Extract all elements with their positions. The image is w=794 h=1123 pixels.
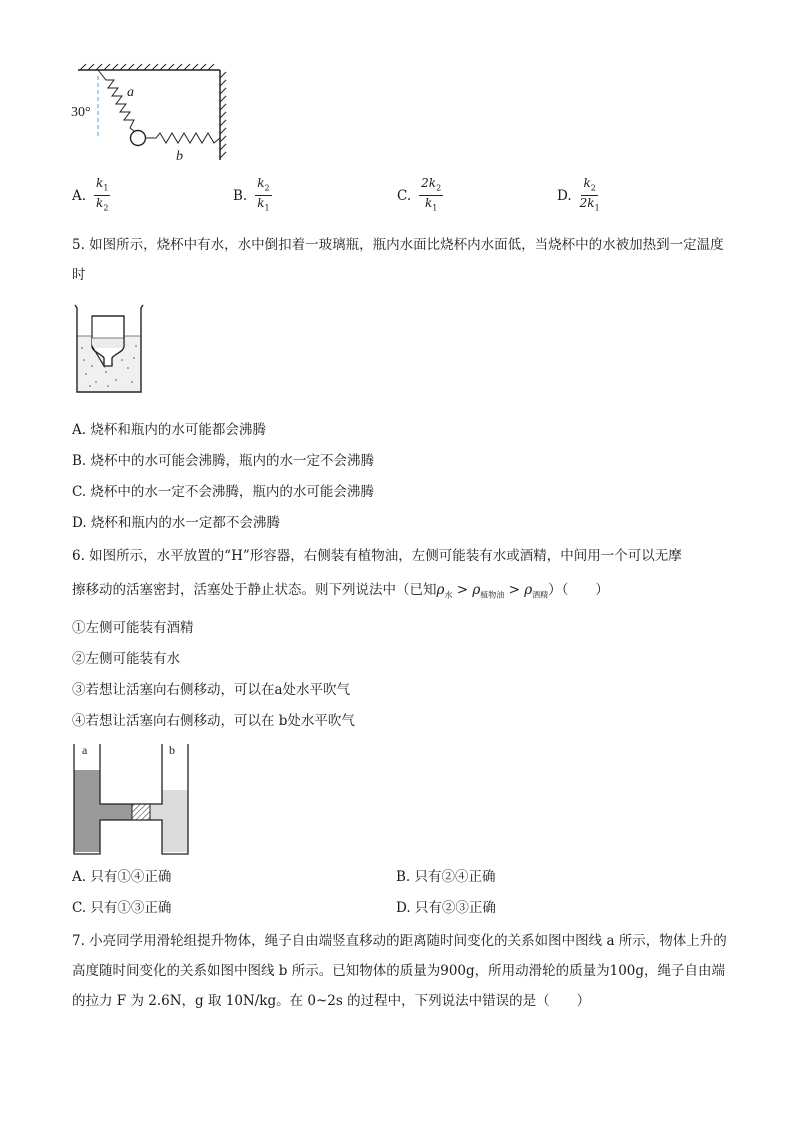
option-fraction: $\frac{k_2}{k_1}$ [257,176,270,213]
q5-option-b: B. 烧杯中的水可能会沸腾，瓶内的水一定不会沸腾 [72,453,375,469]
q6-statement-4: ④若想让活塞向右侧移动，可以在 b处水平吹气 [72,713,355,729]
q5-option-c: C. 烧杯中的水一定不会沸腾，瓶内的水可能会沸腾 [72,484,374,500]
q5-option-d: D. 烧杯和瓶内的水一定都不会沸腾 [72,515,280,531]
q6-option-c: C. 只有①③正确 [72,900,172,916]
spring-system-figure [68,62,238,166]
spring-b-label: b [176,149,183,164]
q4-option-c [397,176,443,216]
q6-option-a: A. 只有①④正确 [72,869,172,885]
q6-option-b: B. 只有②④正确 [396,869,496,885]
option-label: A. [72,187,87,204]
q6-option-d: D. 只有②③正确 [396,900,496,916]
rho-symbol: ρ [436,582,445,598]
angle-label: 30° [71,105,91,120]
spring-a-label: a [127,85,134,100]
option-fraction: $\frac{k_1}{k_2}$ [96,176,109,213]
option-label: D. [557,187,572,204]
q4-option-d [557,176,600,216]
q5-stem: 5. 如图所示，烧杯中有水，水中倒扣着一玻璃瓶，瓶内水面比烧杯内水面低，当烧杯中的水被加热到一定温度时 [72,237,724,283]
tube-b-label: b [169,743,175,757]
q6-stem-line2: 擦移动的活塞密封，活塞处于静止状态。则下列说法中（已知$\rho_水 > \rho_{植物油} > \rho_{酒精}$）（ ） [72,582,609,600]
q7-stem: 7. 小亮同学用滑轮组提升物体，绳子自由端竖直移动的距离随时间变化的关系如图中图线 a 所示，物体上升的高度随时间变化的关系如图中图线 b 所示。已知物体的质量为900g，所用动滑轮的质量为100g，绳子自由端的拉力 F 为 2.6N，g 取 10N/kg。在 0~2s 的过程中，下列说法中错误的是（ ） [72,933,727,1009]
q6-statement-3: ③若想让活塞向右侧移动，可以在a处水平吹气 [72,682,351,698]
option-label: B. [233,187,248,204]
h-container-figure [72,742,192,856]
option-label: C. [397,187,412,204]
q4-option-b [233,176,272,216]
beaker-figure [72,302,148,396]
tube-a-label: a [82,743,88,757]
q6-statement-1: ①左侧可能装有酒精 [72,620,194,636]
q5-option-a: A. 烧杯和瓶内的水可能都会沸腾 [72,422,266,438]
q6-stem-line1: 6. 如图所示，水平放置的“H”形容器，右侧装有植物油，左侧可能装有水或酒精，中间用一个可以无摩 [72,548,682,564]
option-fraction: $\frac{k_2}{2k_1}$ [579,176,600,213]
option-fraction: $\frac{2k_2}{k_1}$ [421,176,442,213]
q6-statement-2: ②左侧可能装有水 [72,651,180,667]
q4-option-a [72,176,110,216]
